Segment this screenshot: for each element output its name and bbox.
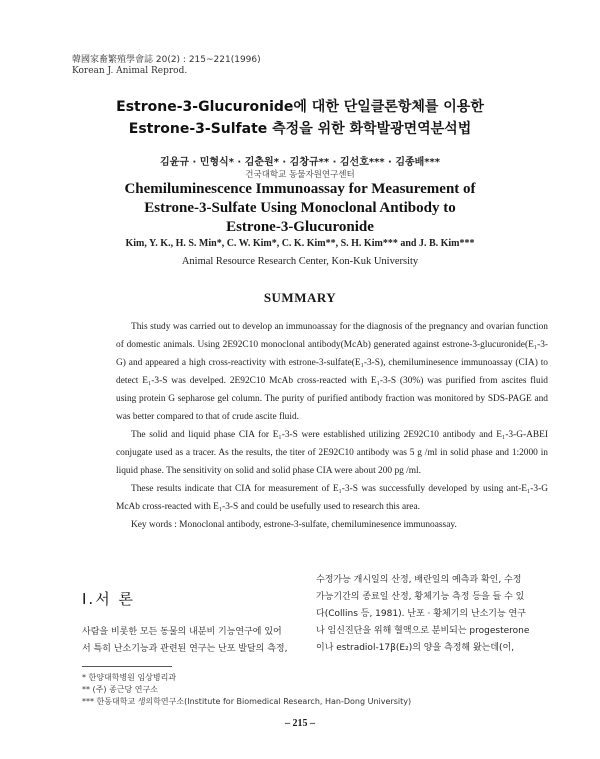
left-column-line: 사람을 비롯한 모든 동물의 내분비 기능연구에 있어 [82, 627, 282, 637]
intro-left-column [82, 624, 304, 658]
footnote-2: ** (주) 종근당 연구소 [82, 685, 158, 694]
abstract-paragraph-2: The solid and liquid phase CIA for E₁-3-S were established utilizing 2E92C10 antibody and E₁-3-G-ABEI conjugate used as a tracer. As the results, the titer of 2E92C10 antibody was 5 g /ml in solid phase and 1:2000 in liquid phase. The sensitivity on solid and solid phase CIA were about 200 pg /ml. [116, 430, 548, 476]
summary-heading: SUMMARY [263, 290, 337, 305]
intro-right-column [316, 572, 548, 657]
english-affiliation: Animal Resource Research Center, Kon-Kuk University [181, 256, 419, 267]
footnote-1: * 한양대학병원 임상병리과 [82, 673, 177, 682]
left-column-line: 서 특히 난소기능과 관련된 연구는 난포 발달의 측정, [82, 644, 288, 654]
right-column-line: 가능기간의 종료일 산정, 황체기능 측정 등을 들 수 있 [316, 592, 525, 602]
journal-citation-line2: Korean J. Animal Reprod. [72, 66, 188, 76]
abstract-paragraph-1: This study was carried out to develop an immunoassay for the diagnosis of the pregnancy and ovarian function of domestic animals. Using 2E92C10 monoclonal antibody(McAb) generated against estrone-3-glucuronide(E₁-3-G) and appeared a high cross-reactivity with estrone-3-sulfate(E₁-3-S), chemiluminesence immunoassay (CIA) to detect E₁-3-S was develped. 2E92C10 McAb cross-reacted with E₁-3-S (30%) was purified from ascites fluid using protein G sepharose gel column. The purity of purified antibody fraction was monitored by SDS-PAGE and was better compared to that of crude ascite fluid. [116, 322, 548, 422]
right-column-line: 수정가능 개시일의 산정, 배란일의 예측과 확인, 수정 [316, 575, 522, 585]
right-column-line: 나 임신진단을 위해 혈액으로 분비되는 progesterone [316, 626, 530, 636]
section-heading-introduction: Ⅰ.서 론 [82, 590, 135, 608]
journal-citation [72, 55, 261, 77]
english-authors: Kim, Y. K., H. S. Min*, C. W. Kim*, C. K. Kim**, S. H. Kim*** and J. B. Kim*** [125, 238, 475, 249]
page-number: – 215 – [285, 718, 315, 729]
english-title-line3: Estrone-3-Glucuronide [226, 219, 374, 235]
korean-authors: 김윤규 · 민형식* · 김춘원* · 김창규** · 김선호*** · 김종배*** [160, 157, 440, 168]
english-title-line1: Chemiluminescence Immunoassay for Measurement of [124, 181, 476, 197]
keywords: Key words : Monoclonal antibody, estrone-3-sulfate, chemiluminesence immunoassay. [131, 520, 457, 530]
korean-affiliation: 건국대학교 동물자원연구센터 [245, 170, 355, 180]
abstract [116, 318, 548, 534]
korean-title-line2: Estrone-3-Sulfate 측정을 위한 화학발광면역분석법 [128, 121, 472, 137]
journal-citation-line1: 韓國家畜繁殖學會誌 20(2) : 215~221(1996) [72, 55, 261, 65]
right-column-line: 다(Collins 등, 1981). 난포 · 황체기의 난소기능 연구 [316, 609, 526, 619]
right-column-line: 이나 estradiol-17β(E₂)의 양을 측정해 왔는데(이, [316, 643, 515, 653]
abstract-paragraph-3: These results indicate that CIA for measurement of E₁-3-S was successfully developed by using ant-E₁-3-G McAb cross-reacted with E₁-3-S and could be usefully used to research this area. [116, 484, 548, 512]
footnote-divider [82, 666, 172, 667]
english-title-line2: Estrone-3-Sulfate Using Monoclonal Antibody to [144, 200, 456, 216]
korean-title-line1: Estrone-3-Glucuronide에 대한 단일클론항체를 이용한 [116, 99, 484, 115]
footnote-3: *** 한동대학교 생의학연구소(Institute for Biomedical Research, Han-Dong University) [82, 697, 412, 706]
